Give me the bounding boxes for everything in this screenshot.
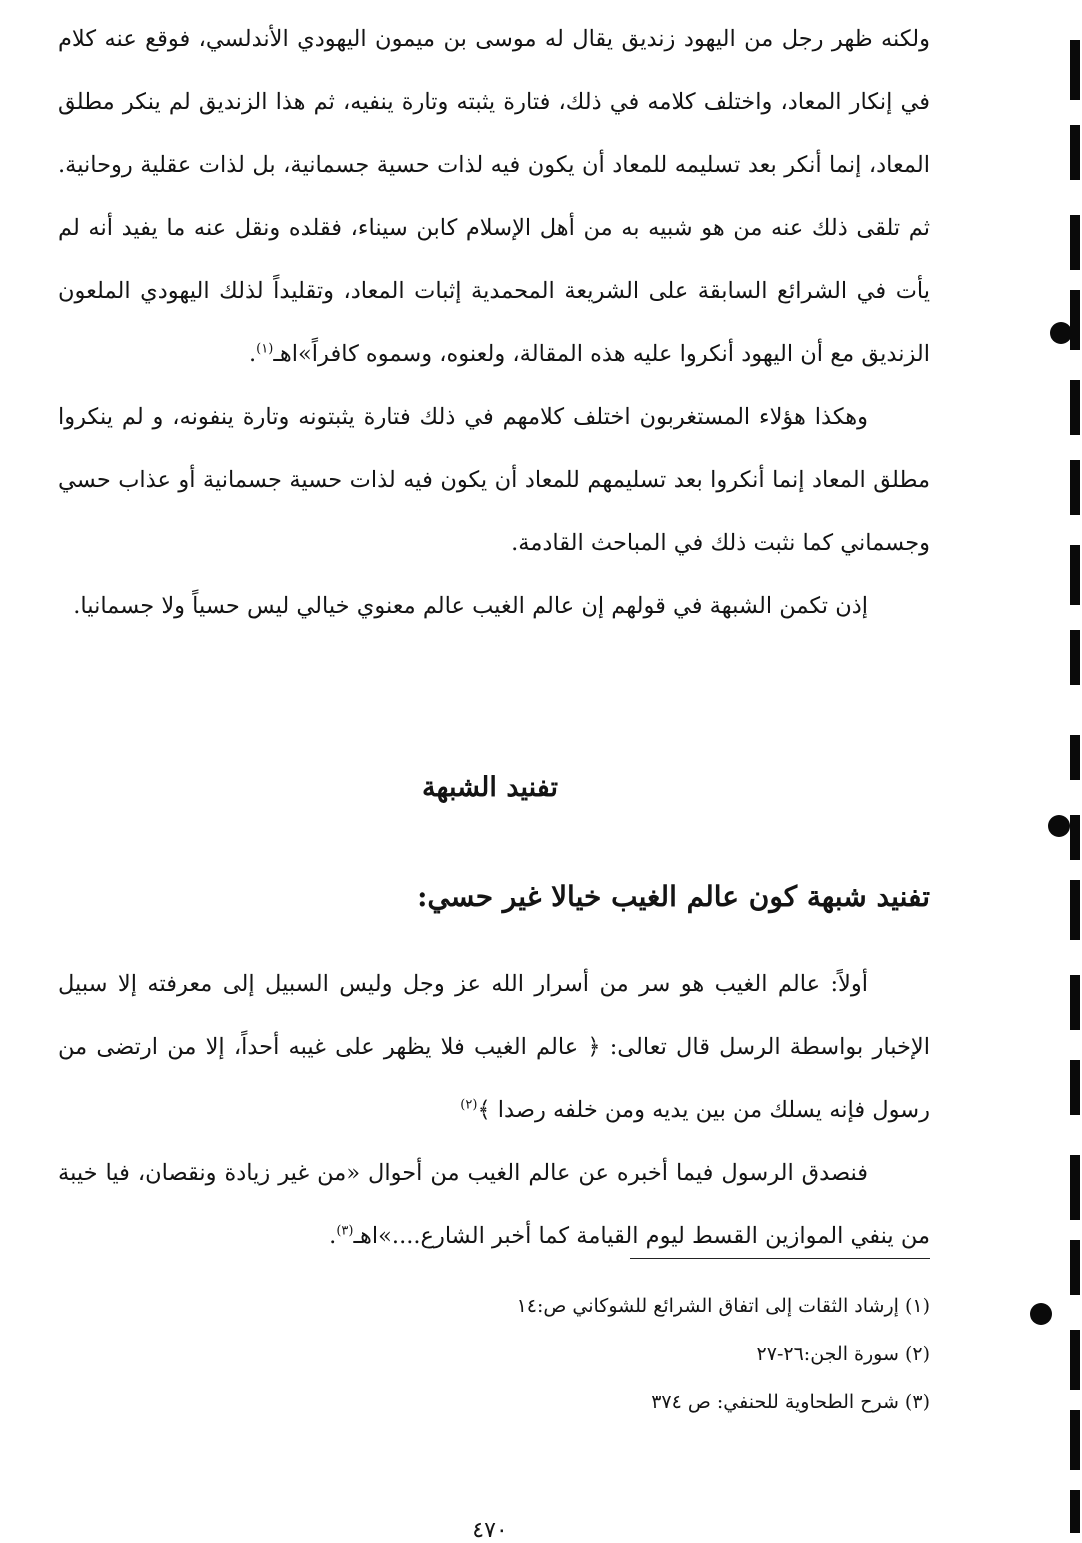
binder-mark [1070, 815, 1080, 860]
footnote-item: (٢) سورة الجن:٢٦-٢٧ [756, 1343, 930, 1365]
binder-hole [1048, 815, 1070, 837]
footnote-ref: (٢) [460, 1097, 478, 1113]
binder-mark [1070, 1330, 1080, 1390]
paragraph-text: أولاً: عالم الغيب هو سر من أسرار الله عز وجل وليس السبيل إلى معرفته إلا سبيل الإخبار بواسطة الرسل قال تعالى: ﴿ عالم الغيب فلا يظهر على غيبه أحداً، إلا من ارتضى من رسول فإنه يسلك من بين يديه ومن خلفه رصدا ﴾ [58, 971, 930, 1123]
footnote-item: (٣) شرح الطحاوية للحنفي: ص ٣٧٤ [651, 1391, 930, 1413]
body-text-mid [58, 953, 930, 1268]
section-heading: تفنيد شبهة كون عالم الغيب خيالا غير حسي: [417, 880, 930, 913]
binder-mark [1070, 630, 1080, 685]
footnote-divider [630, 1258, 930, 1259]
paragraph: ولكنه ظهر رجل من اليهود زنديق يقال له موسى بن ميمون اليهودي الأندلسي، فوقع عنه كلام في إنكار المعاد، واختلف كلامه في ذلك، فتارة يثبته وتارة ينفيه، ثم هذا الزنديق لم ينكر مطلق المعاد، إنما أنكر بعد تسليمه للمعاد أن يكون فيه لذات حسية جسمانية، بل لذات عقلية روحانية. ثم تلقى ذلك عنه من هو شبيه به من أهل الإسلام كابن سيناء، فقلده ونقل عنه ما يفيد أنه لم يأت في الشرائع السابقة على الشريعة المحمدية إثبات المعاد، وتقليداً لذلك اليهودي الملعون الزنديق مع أن اليهود أنكروا عليه هذه المقالة، ولعنوه، وسموه كافراً»اهـ$^{(١)}$. [58, 26, 930, 367]
binder-mark [1070, 1240, 1080, 1295]
footnote-ref: (١) [256, 341, 274, 357]
page-number: ٤٧٠ [472, 1518, 508, 1543]
binder-hole [1050, 322, 1072, 344]
paragraph [58, 386, 930, 575]
binder-mark [1070, 1490, 1080, 1533]
binder-mark [1070, 880, 1080, 940]
binder-mark [1070, 545, 1080, 605]
paragraph-text: إذن تكمن الشبهة في قولهم إن عالم الغيب عالم معنوي خيالي ليس حسياً ولا جسمانيا. [73, 593, 868, 619]
paragraph-text: فنصدق الرسول فيما أخبره عن عالم الغيب من أحوال «من غير زيادة ونقصان، فيا خيبة من ينفي الموازين القسط ليوم القيامة كما أخبر الشارع....»اهـ [58, 1160, 930, 1249]
footnote-item: (١) إرشاد الثقات إلى اتفاق الشرائع للشوكاني ص:١٤ [516, 1295, 930, 1317]
binder-mark [1070, 215, 1080, 270]
paragraph-text: ولكنه ظهر رجل من اليهود زنديق يقال له موسى بن ميمون اليهودي الأندلسي، فوقع عنه كلام في إنكار المعاد، واختلف كلامه في ذلك، فتارة يثبته وتارة ينفيه، ثم هذا الزنديق لم ينكر مطلق المعاد، إنما أنكر بعد تسليمه للمعاد أن يكون فيه لذات حسية جسمانية، بل لذات عقلية روحانية. ثم تلقى ذلك عنه من هو شبيه به من أهل الإسلام كابن سيناء، فقلده ونقل عنه ما يفيد أنه لم يأت في الشرائع السابقة على الشريعة المحمدية إثبات المعاد، وتقليداً لذلك اليهودي الملعون الزنديق مع أن اليهود أنكروا عليه هذه المقالة، ولعنوه، وسموه كافراً»اهـ [58, 26, 930, 367]
binder-mark [1070, 125, 1080, 180]
binder-mark [1070, 1155, 1080, 1220]
body-text-top [58, 8, 930, 638]
chapter-heading: تفنيد الشبهة [422, 772, 558, 803]
binder-mark [1070, 735, 1080, 780]
binder-mark [1070, 460, 1080, 515]
paragraph [58, 953, 930, 1142]
paragraph-text: وهكذا هؤلاء المستغربون اختلف كلامهم في ذلك فتارة يثبتونه وتارة ينفونه، و لم ينكروا مطلق المعاد إنما أنكروا بعد تسليمهم للمعاد أن يكون فيه لذات حسية جسمانية أو عذاب حسي وجسماني كما نثبت ذلك في المباحث القادمة. [58, 404, 930, 556]
binder-mark [1070, 1410, 1080, 1470]
binder-mark [1070, 40, 1080, 100]
binder-mark [1070, 290, 1080, 350]
paragraph: فنصدق الرسول فيما أخبره عن عالم الغيب من أحوال «من غير زيادة ونقصان، فيا خيبة من ينفي الموازين القسط ليوم القيامة كما أخبر الشارع....»اهـ$^{(٣)}$. [58, 1160, 930, 1249]
binder-hole [1030, 1303, 1052, 1325]
footnotes [50, 1282, 930, 1426]
book-page [50, 0, 930, 1543]
binder-mark [1070, 975, 1080, 1030]
binder-mark [1070, 380, 1080, 435]
paragraph [58, 575, 930, 638]
footnote-ref: (٣) [336, 1223, 354, 1239]
binder-mark [1070, 1060, 1080, 1115]
